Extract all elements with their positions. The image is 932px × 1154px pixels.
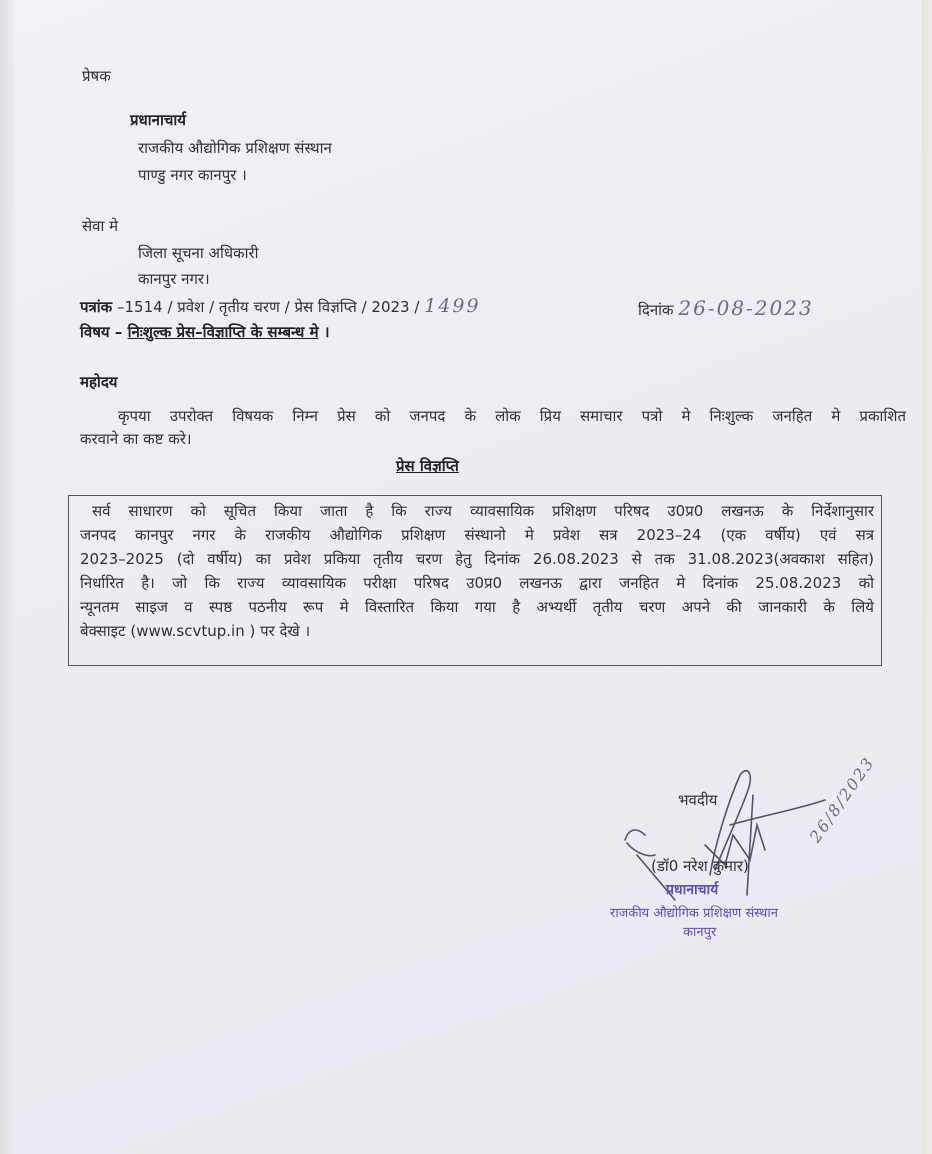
stamp-title: प्रधानाचार्य	[666, 882, 719, 898]
reference-handwritten-number: 1499	[424, 295, 481, 317]
stamp-institute: राजकीय औद्योगिक प्रशिक्षण संस्थान	[610, 906, 778, 921]
signatory-name: (डॉ0 नरेश कुमार)	[651, 857, 749, 875]
press-release-heading: प्रेस विज्ञप्ति	[396, 457, 459, 475]
request-line-1: कृपया उपरोक्त विषयक निम्न प्रेस को जनपद के लोक प्रिय समाचार पत्रो मे निःशुल्क जनहित मे प्रकाशित	[118, 407, 906, 425]
recipient-label: सेवा मे	[82, 217, 119, 235]
recipient-address: कानपुर नगर।	[138, 270, 210, 288]
press-release-line-4: निर्धारित है। जो कि राज्य व्यावसायिक परीक्षा परिषद उ0प्र0 लखनऊ द्वारा जनहित मे दिनांक 25.08.2023 को	[80, 574, 874, 592]
reference-line	[80, 296, 481, 317]
paper-right-edge	[922, 0, 932, 1154]
sender-institute: राजकीय औद्योगिक प्रशिक्षण संस्थान	[138, 139, 332, 157]
stamp-city: कानपुर	[683, 925, 717, 940]
reference-printed: –1514 / प्रवेश / तृतीय चरण / प्रेस विज्ञप्ति / 2023 /	[117, 298, 420, 316]
request-line-2: करवाने का कष्ट करे।	[80, 430, 192, 448]
date-handwritten: 26-08-2023	[678, 296, 814, 320]
subject-label: विषय –	[80, 323, 123, 341]
sender-address: पाण्डु नगर कानपुर ।	[138, 166, 247, 184]
sender-title: प्रधानाचार्य	[130, 111, 186, 129]
subject-end: ।	[323, 323, 330, 341]
subject-line	[80, 322, 330, 342]
press-release-line-3: 2023–2025 (दो वर्षीय) का प्रवेश प्रकिया तृतीय चरण हेतु दिनांक 26.08.2023 से तक 31.08.2023(अवकाश सहित)	[80, 550, 874, 568]
date-line	[638, 298, 814, 320]
subject-text: निःशुल्क प्रेस–विज्ञाप्ति के सम्बन्ध मे	[127, 323, 319, 341]
signature-date: 26/8/2023	[805, 753, 879, 846]
press-release-line-1: सर्व साधारण को सूचित किया जाता है कि राज्य व्यावसायिक प्रशिक्षण परिषद उ0प्र0 लखनऊ के निर्देशानुसार	[92, 502, 874, 520]
paper-left-edge	[0, 0, 14, 1154]
reference-label: पत्रांक	[80, 298, 113, 316]
recipient-title: जिला सूचना अधिकारी	[138, 244, 259, 262]
press-release-line-5: न्यूनतम साइज व स्पष्ठ पठनीय रूप मे विस्तारित किया गया है अभ्यर्थी तृतीय चरण अपने की जानकारी के लिये	[80, 598, 874, 616]
press-release-line-6: बेक्साइट (www.scvtup.in ) पर देखे ।	[80, 622, 311, 640]
salutation: महोदय	[80, 373, 118, 391]
closing: भवदीय	[678, 791, 718, 809]
press-release-line-2: जनपद कानपुर नगर के राजकीय औद्योगिक प्रशिक्षण संस्थानो मे प्रवेश सत्र 2023–24 (एक वर्षीय) एवं सत्र	[80, 526, 874, 544]
sender-label: प्रेषक	[82, 67, 111, 85]
date-label: दिनांक	[638, 301, 674, 319]
